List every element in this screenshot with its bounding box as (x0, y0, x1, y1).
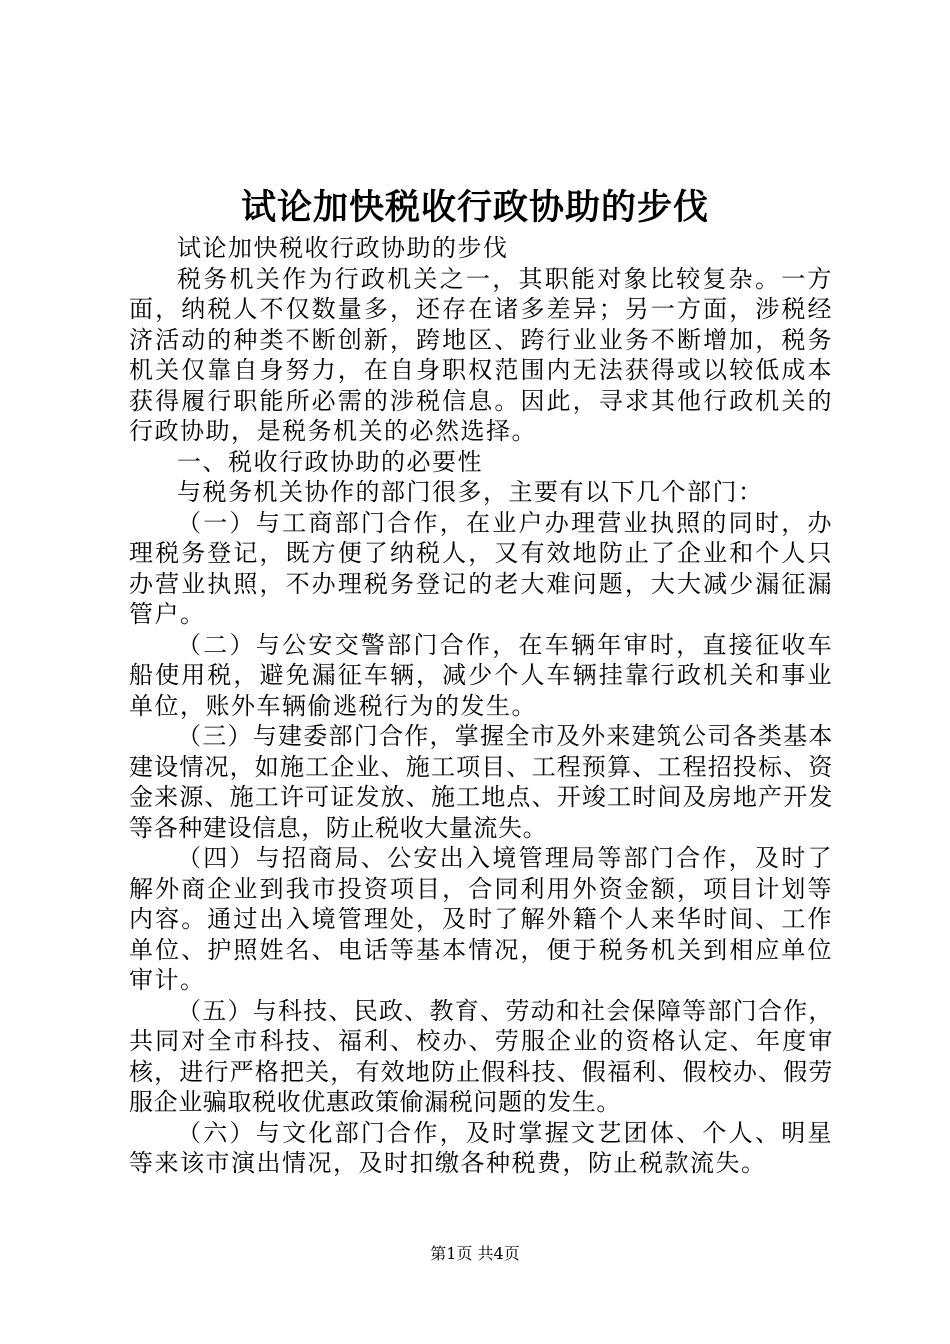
paragraph-item-2: （二）与公安交警部门合作，在车辆年审时，直接征收车船使用税，避免漏征车辆，减少个人车辆挂靠行政机关和事业单位，账外车辆偷逃税行为的发生。 (129, 630, 833, 720)
paragraph-item-5: （五）与科技、民政、教育、劳动和社会保障等部门合作，共同对全市科技、福利、校办、劳服企业的资格认定、年度审核，进行严格把关，有效地防止假科技、假福利、假校办、假劳服企业骗取税收优惠政策偷漏税问题的发生。 (129, 996, 833, 1116)
section-heading-1: 一、税收行政协助的必要性 (177, 447, 483, 476)
paragraph-item-4: （四）与招商局、公安出入境管理局等部门合作，及时了解外商企业到我市投资项目，合同利用外资金额，项目计划等内容。通过出入境管理处，及时了解外籍个人来华时间、工作单位、护照姓名、电话等基本情况，便于税务机关到相应单位审计。 (129, 844, 833, 994)
paragraph-item-3: （三）与建委部门合作，掌握全市及外来建筑公司各类基本建设情况，如施工企业、施工项目、工程预算、工程招投标、资金来源、施工许可证发放、施工地点、开竣工时间及房地产开发等各种建设信息，防止税收大量流失。 (129, 722, 833, 842)
page-footer: 第1页 共4页 (430, 1244, 520, 1263)
paragraph-departments-lead: 与税务机关协作的部门很多，主要有以下几个部门： (177, 478, 764, 506)
paragraph-item-1: （一）与工商部门合作，在业户办理营业执照的同时，办理税务登记，既方便了纳税人，又有效地防止了企业和个人只办营业执照，不办理税务登记的老大难问题，大大减少漏征漏管户。 (129, 508, 833, 628)
paragraph-item-6: （六）与文化部门合作，及时掌握文艺团体、个人、明星等来该市演出情况，及时扣缴各种税费，防止税款流失。 (129, 1118, 833, 1177)
document-body (129, 233, 833, 1179)
paragraph-intro: 税务机关作为行政机关之一，其职能对象比较复杂。一方面，纳税人不仅数量多，还存在诸多差异；另一方面，涉税经济活动的种类不断创新，跨地区、跨行业业务不断增加，税务机关仅靠自身努力，在自身职权范围内无法获得或以较低成本获得履行职能所必需的涉税信息。因此，寻求其他行政机关的行政协助，是税务机关的必然选择。 (129, 264, 833, 445)
document-title: 试论加快税收行政协助的步伐 (240, 187, 709, 228)
paragraph-heading-repeat: 试论加快税收行政协助的步伐 (177, 234, 509, 262)
